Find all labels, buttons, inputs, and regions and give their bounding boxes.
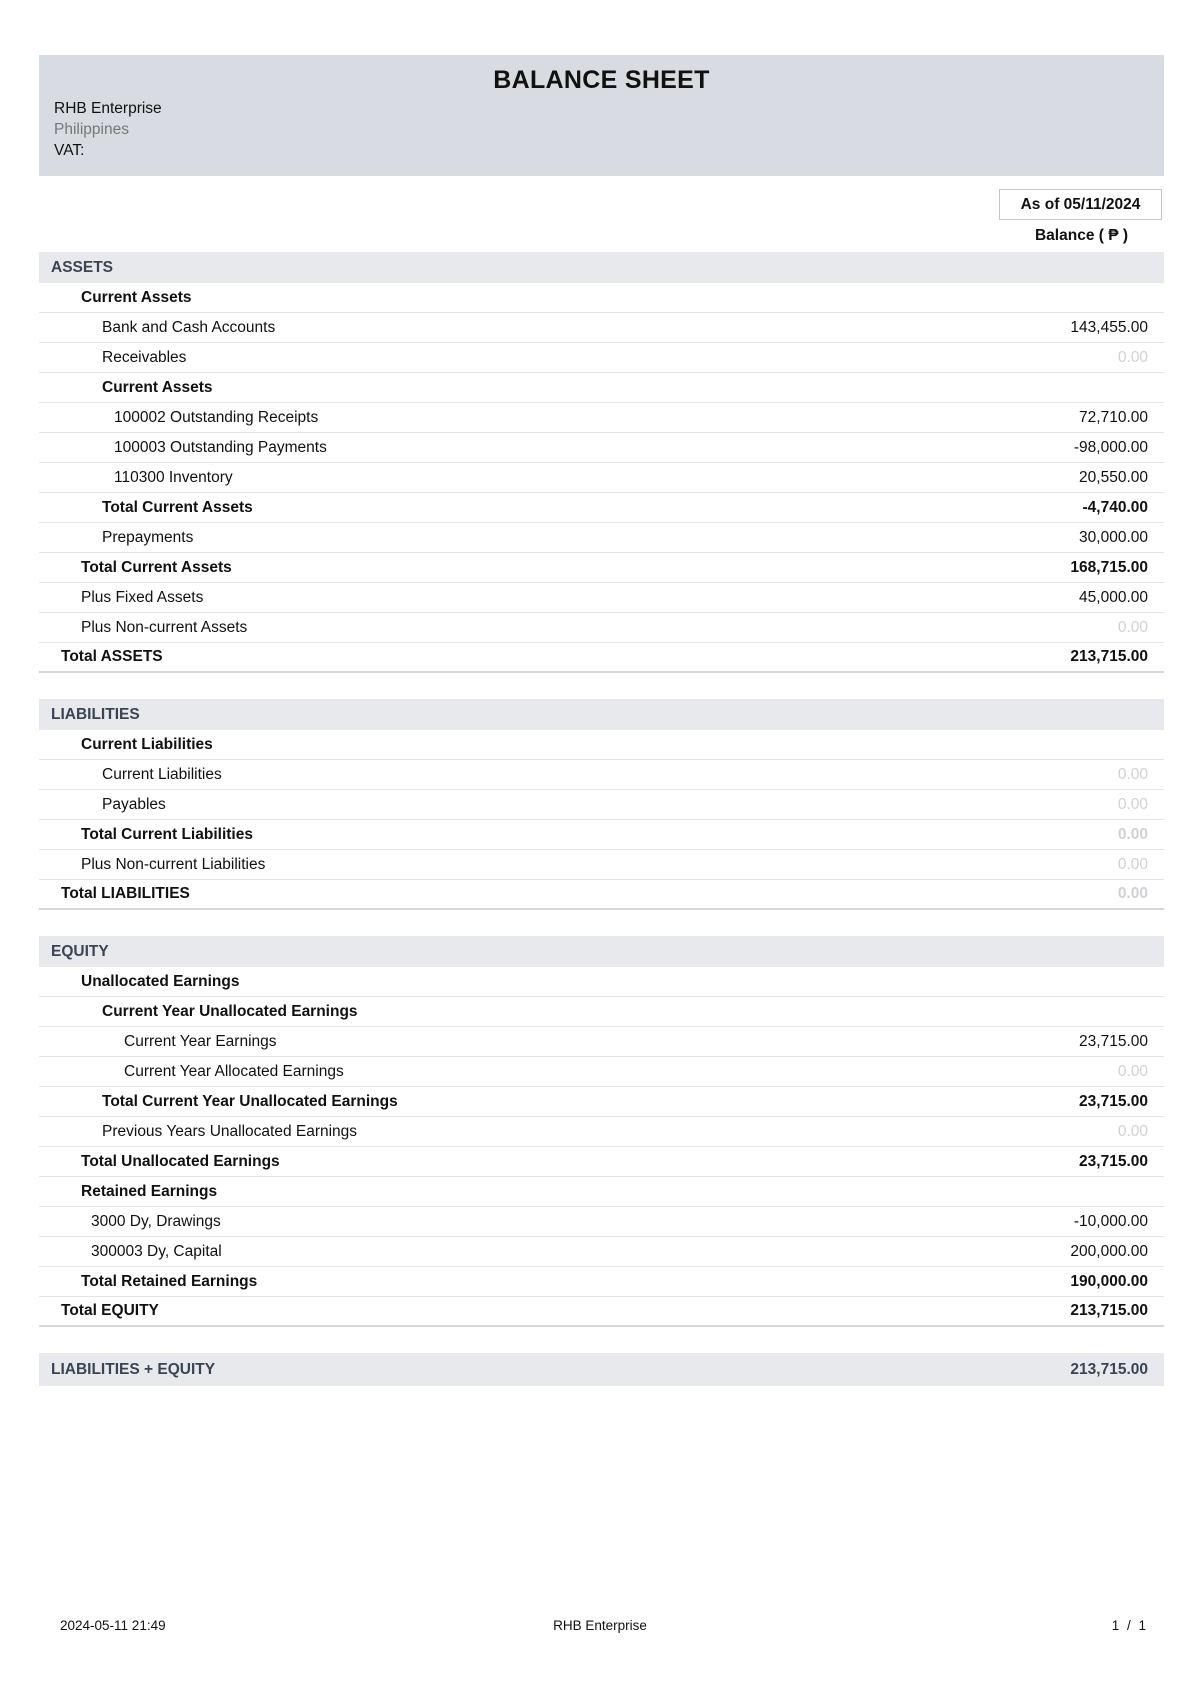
table-row: [39, 760, 1164, 790]
row-label: Current Liabilities: [81, 735, 213, 753]
balance-sheet-table: [39, 252, 1164, 1386]
row-label: Total Current Assets: [102, 498, 253, 516]
total-equity-row: [39, 1297, 1164, 1327]
group-header: [39, 997, 1164, 1027]
row-label: Total LIABILITIES: [61, 885, 190, 902]
row-value: 30,000.00: [1079, 528, 1148, 546]
row-value: 20,550.00: [1079, 468, 1148, 486]
footer-page-number: 1 / 1: [1111, 1618, 1148, 1633]
row-value: 213,715.00: [1070, 1302, 1148, 1319]
row-value: 0.00: [1117, 765, 1148, 783]
page-footer: [0, 1618, 1200, 1638]
table-row: [39, 1117, 1164, 1147]
row-label: Payables: [102, 795, 166, 813]
row-value: -10,000.00: [1073, 1212, 1148, 1230]
table-row: [39, 1057, 1164, 1087]
section-label: EQUITY: [51, 942, 109, 960]
group-header: [39, 1177, 1164, 1207]
group-header: [39, 967, 1164, 997]
row-value: 0.00: [1117, 825, 1148, 843]
group-header: [39, 730, 1164, 760]
table-row: [39, 343, 1164, 373]
row-label: Total Current Assets: [81, 558, 232, 576]
row-label: Plus Fixed Assets: [81, 588, 204, 606]
report-title: BALANCE SHEET: [493, 66, 710, 94]
balance-column-header: Balance ( ₱ ): [1034, 227, 1129, 244]
row-value: 0.00: [1117, 1062, 1148, 1080]
row-label: Current Assets: [102, 378, 213, 396]
row-label: Bank and Cash Accounts: [102, 318, 276, 336]
row-label: Total Unallocated Earnings: [81, 1152, 280, 1170]
row-label: Current Year Unallocated Earnings: [102, 1002, 358, 1020]
section-label: LIABILITIES: [51, 705, 140, 723]
subtotal-row: [39, 553, 1164, 583]
table-row: [39, 1207, 1164, 1237]
section-assets: [39, 252, 1164, 283]
table-row: [39, 850, 1164, 880]
footer-timestamp: 2024-05-11 21:49: [60, 1618, 166, 1633]
section-spacer: [39, 910, 1164, 936]
row-label: Total Retained Earnings: [81, 1272, 258, 1290]
section-liabilities: [39, 699, 1164, 730]
total-liabilities-row: [39, 880, 1164, 910]
row-label: 300003 Dy, Capital: [91, 1242, 222, 1260]
row-value: 23,715.00: [1079, 1032, 1148, 1050]
row-value: -98,000.00: [1073, 438, 1148, 456]
subtotal-row: [39, 1267, 1164, 1297]
total-assets-row: [39, 643, 1164, 673]
row-value: 143,455.00: [1070, 318, 1148, 336]
subtotal-row: [39, 1147, 1164, 1177]
subtotal-row: [39, 1087, 1164, 1117]
row-value: 168,715.00: [1070, 558, 1148, 576]
row-label: Plus Non-current Liabilities: [81, 855, 266, 873]
table-row: [39, 463, 1164, 493]
row-label: 100003 Outstanding Payments: [114, 438, 327, 456]
row-label: 3000 Dy, Drawings: [91, 1212, 221, 1230]
company-country: Philippines: [54, 121, 129, 138]
table-row: [39, 613, 1164, 643]
row-label: Current Year Allocated Earnings: [124, 1062, 344, 1080]
row-label: Plus Non-current Assets: [81, 618, 248, 636]
section-spacer: [39, 1327, 1164, 1353]
row-value: 200,000.00: [1070, 1242, 1148, 1260]
subtotal-row: [39, 493, 1164, 523]
row-value: 0.00: [1117, 618, 1148, 636]
row-label: Prepayments: [102, 528, 194, 546]
table-row: [39, 433, 1164, 463]
row-label: Previous Years Unallocated Earnings: [102, 1122, 358, 1140]
report-header: [39, 55, 1164, 176]
section-equity: [39, 936, 1164, 967]
liabilities-equity-row: [39, 1353, 1164, 1386]
row-value: 23,715.00: [1079, 1092, 1148, 1110]
row-label: Receivables: [102, 348, 187, 366]
vat-label: VAT:: [54, 142, 85, 159]
row-value: 0.00: [1117, 348, 1148, 366]
row-label: Current Year Earnings: [124, 1032, 277, 1050]
section-label: ASSETS: [51, 258, 114, 276]
row-label: LIABILITIES + EQUITY: [51, 1360, 216, 1378]
table-row: [39, 583, 1164, 613]
section-spacer: [39, 673, 1164, 699]
footer-company: RHB Enterprise: [553, 1618, 647, 1633]
row-value: 213,715.00: [1070, 648, 1148, 665]
table-row: [39, 313, 1164, 343]
row-label: Unallocated Earnings: [81, 972, 240, 990]
row-label: Total Current Year Unallocated Earnings: [102, 1092, 398, 1110]
table-row: [39, 1237, 1164, 1267]
row-value: 0.00: [1117, 1122, 1148, 1140]
row-label: Total EQUITY: [61, 1302, 159, 1319]
group-header: [39, 283, 1164, 313]
row-value: 23,715.00: [1079, 1152, 1148, 1170]
row-label: Current Liabilities: [102, 765, 222, 783]
table-row: [39, 790, 1164, 820]
row-value: 0.00: [1117, 885, 1148, 902]
table-row: [39, 1027, 1164, 1057]
group-header: [39, 373, 1164, 403]
row-value: 190,000.00: [1070, 1272, 1148, 1290]
as-of-date: As of 05/11/2024: [999, 189, 1162, 220]
row-value: 0.00: [1117, 795, 1148, 813]
row-value: 72,710.00: [1079, 408, 1148, 426]
company-info: [54, 98, 162, 161]
row-label: Current Assets: [81, 288, 192, 306]
row-value: 45,000.00: [1079, 588, 1148, 606]
subtotal-row: [39, 820, 1164, 850]
row-label: 100002 Outstanding Receipts: [114, 408, 319, 426]
row-value: -4,740.00: [1082, 498, 1148, 516]
row-label: Retained Earnings: [81, 1182, 218, 1200]
row-label: Total Current Liabilities: [81, 825, 253, 843]
table-row: [39, 403, 1164, 433]
company-name: RHB Enterprise: [54, 100, 162, 117]
row-label: 110300 Inventory: [114, 468, 233, 486]
row-value: 213,715.00: [1070, 1360, 1148, 1378]
row-label: Total ASSETS: [61, 648, 163, 665]
table-row: [39, 523, 1164, 553]
row-value: 0.00: [1117, 855, 1148, 873]
